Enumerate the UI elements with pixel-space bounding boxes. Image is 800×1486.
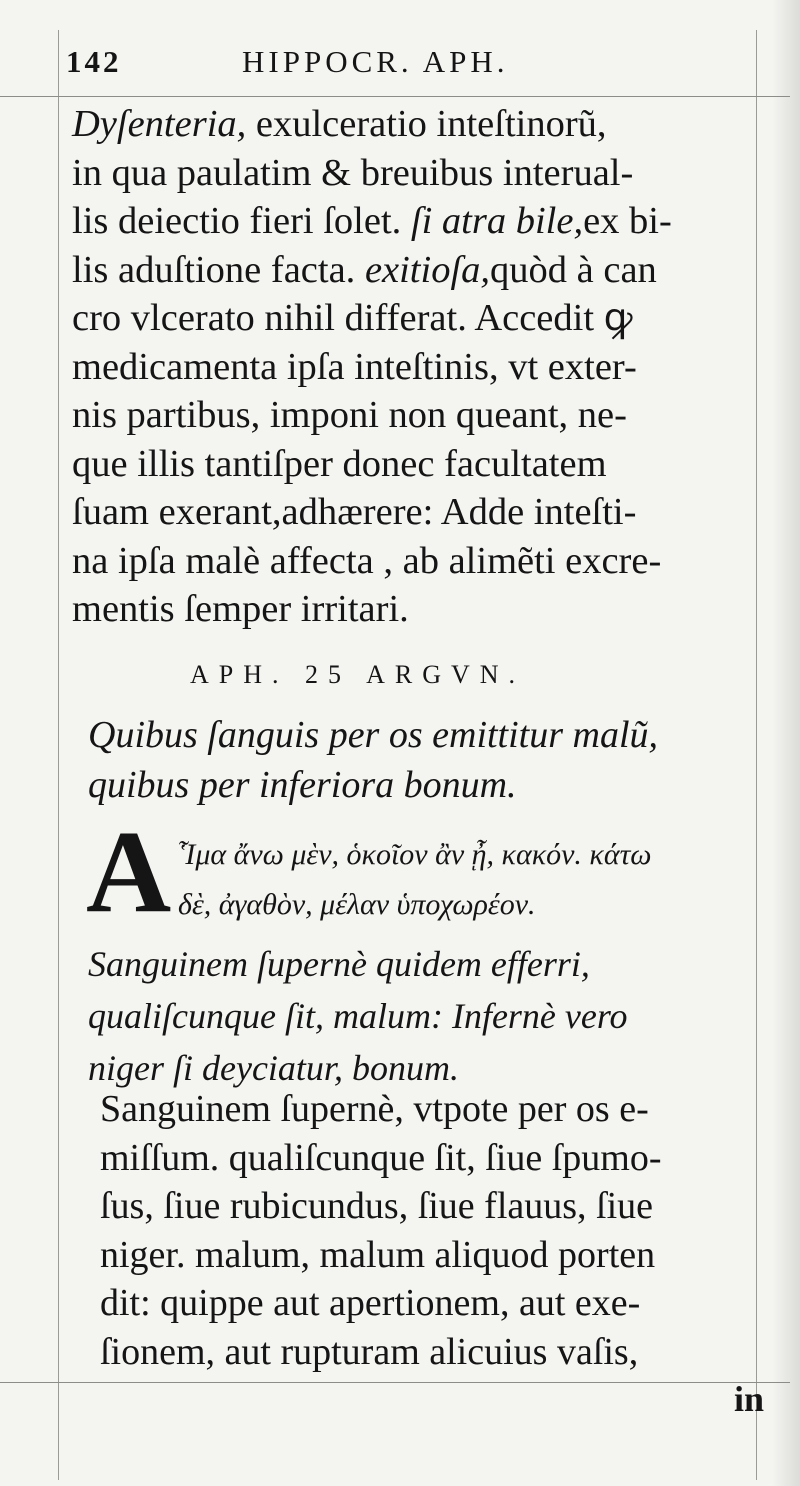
text-line: niger ſi deyciatur, bonum. — [88, 1048, 459, 1088]
latin-translation — [88, 938, 768, 1094]
header-rule — [0, 96, 790, 97]
text-line: Sanguinem ſupernè quidem efferri, — [88, 944, 590, 984]
left-margin-rule — [58, 30, 59, 1480]
dysenteria-paragraph — [72, 100, 762, 634]
text-line: medicamenta ipſa inteſtinis, vt exter- — [72, 345, 637, 388]
text-line: cro vlcerato nihil differat. Accedit ꝙ — [72, 297, 633, 339]
text-line: ſus, ſiue rubicundus, ſiue flauus, ſiue — [100, 1185, 654, 1227]
text-line: nis partibus, imponi non queant, ne- — [72, 394, 627, 436]
running-head: HIPPOCR. APH. — [242, 44, 509, 79]
page-header — [62, 38, 762, 94]
catchword: in — [734, 1379, 765, 1419]
aphorism-latin-title — [88, 710, 768, 810]
text-line: qualiſcunque ſit, malum: Infernè vero — [88, 996, 628, 1036]
text-line: dit: quippe aut apertionem, aut exe- — [100, 1282, 641, 1324]
text-line: miſſum. qualiſcunque ſit, ſiue ſpumo- — [100, 1136, 662, 1179]
text-line: quibus per inferiora bonum. — [88, 764, 517, 806]
text-line: na ipſa malè affecta , ab alimẽti excre- — [72, 539, 662, 582]
text-line: niger. malum, malum aliquod porten — [100, 1233, 656, 1276]
aphorism-heading: APH. 25 ARGVN. — [190, 660, 526, 689]
text-line: Quibus ſanguis per os emittitur malũ, — [88, 714, 659, 756]
text-line: lis aduſtione facta. exitioſa,quòd à can — [72, 248, 657, 291]
text-line: ſionem, aut rupturam alicuius vaſis, — [100, 1330, 639, 1373]
text-line: Sanguinem ſupernè, vtpote per os e- — [100, 1088, 649, 1130]
text-line: Dyſenteria, exulceratio inteſtinorũ, — [72, 103, 607, 145]
text-line: ſuam exerant,adhærere: Adde inteſti- — [72, 491, 637, 533]
text-line: δὲ, ἀγαθὸν, μέλαν ὑποχωρέον. — [178, 888, 536, 921]
drop-capital: A — [86, 806, 172, 937]
page-number: 142 — [66, 44, 122, 79]
text-line: Ἷμα ἄνω μὲν, ὁκοῖον ἂν ᾖ, κακόν. κάτω — [178, 838, 652, 871]
page-edge-shadow — [772, 0, 800, 1486]
greek-aphorism — [178, 830, 778, 930]
text-line: que illis tantiſper donec facultatem — [72, 442, 607, 485]
text-line: in qua paulatim & breuibus interual- — [72, 151, 634, 194]
commentary-paragraph — [100, 1085, 770, 1376]
text-line: mentis ſemper irritari. — [72, 588, 409, 630]
text-line: lis deiectio fieri ſolet. ſi atra bile,ex bi- — [72, 200, 672, 242]
footer-rule — [0, 1382, 790, 1383]
